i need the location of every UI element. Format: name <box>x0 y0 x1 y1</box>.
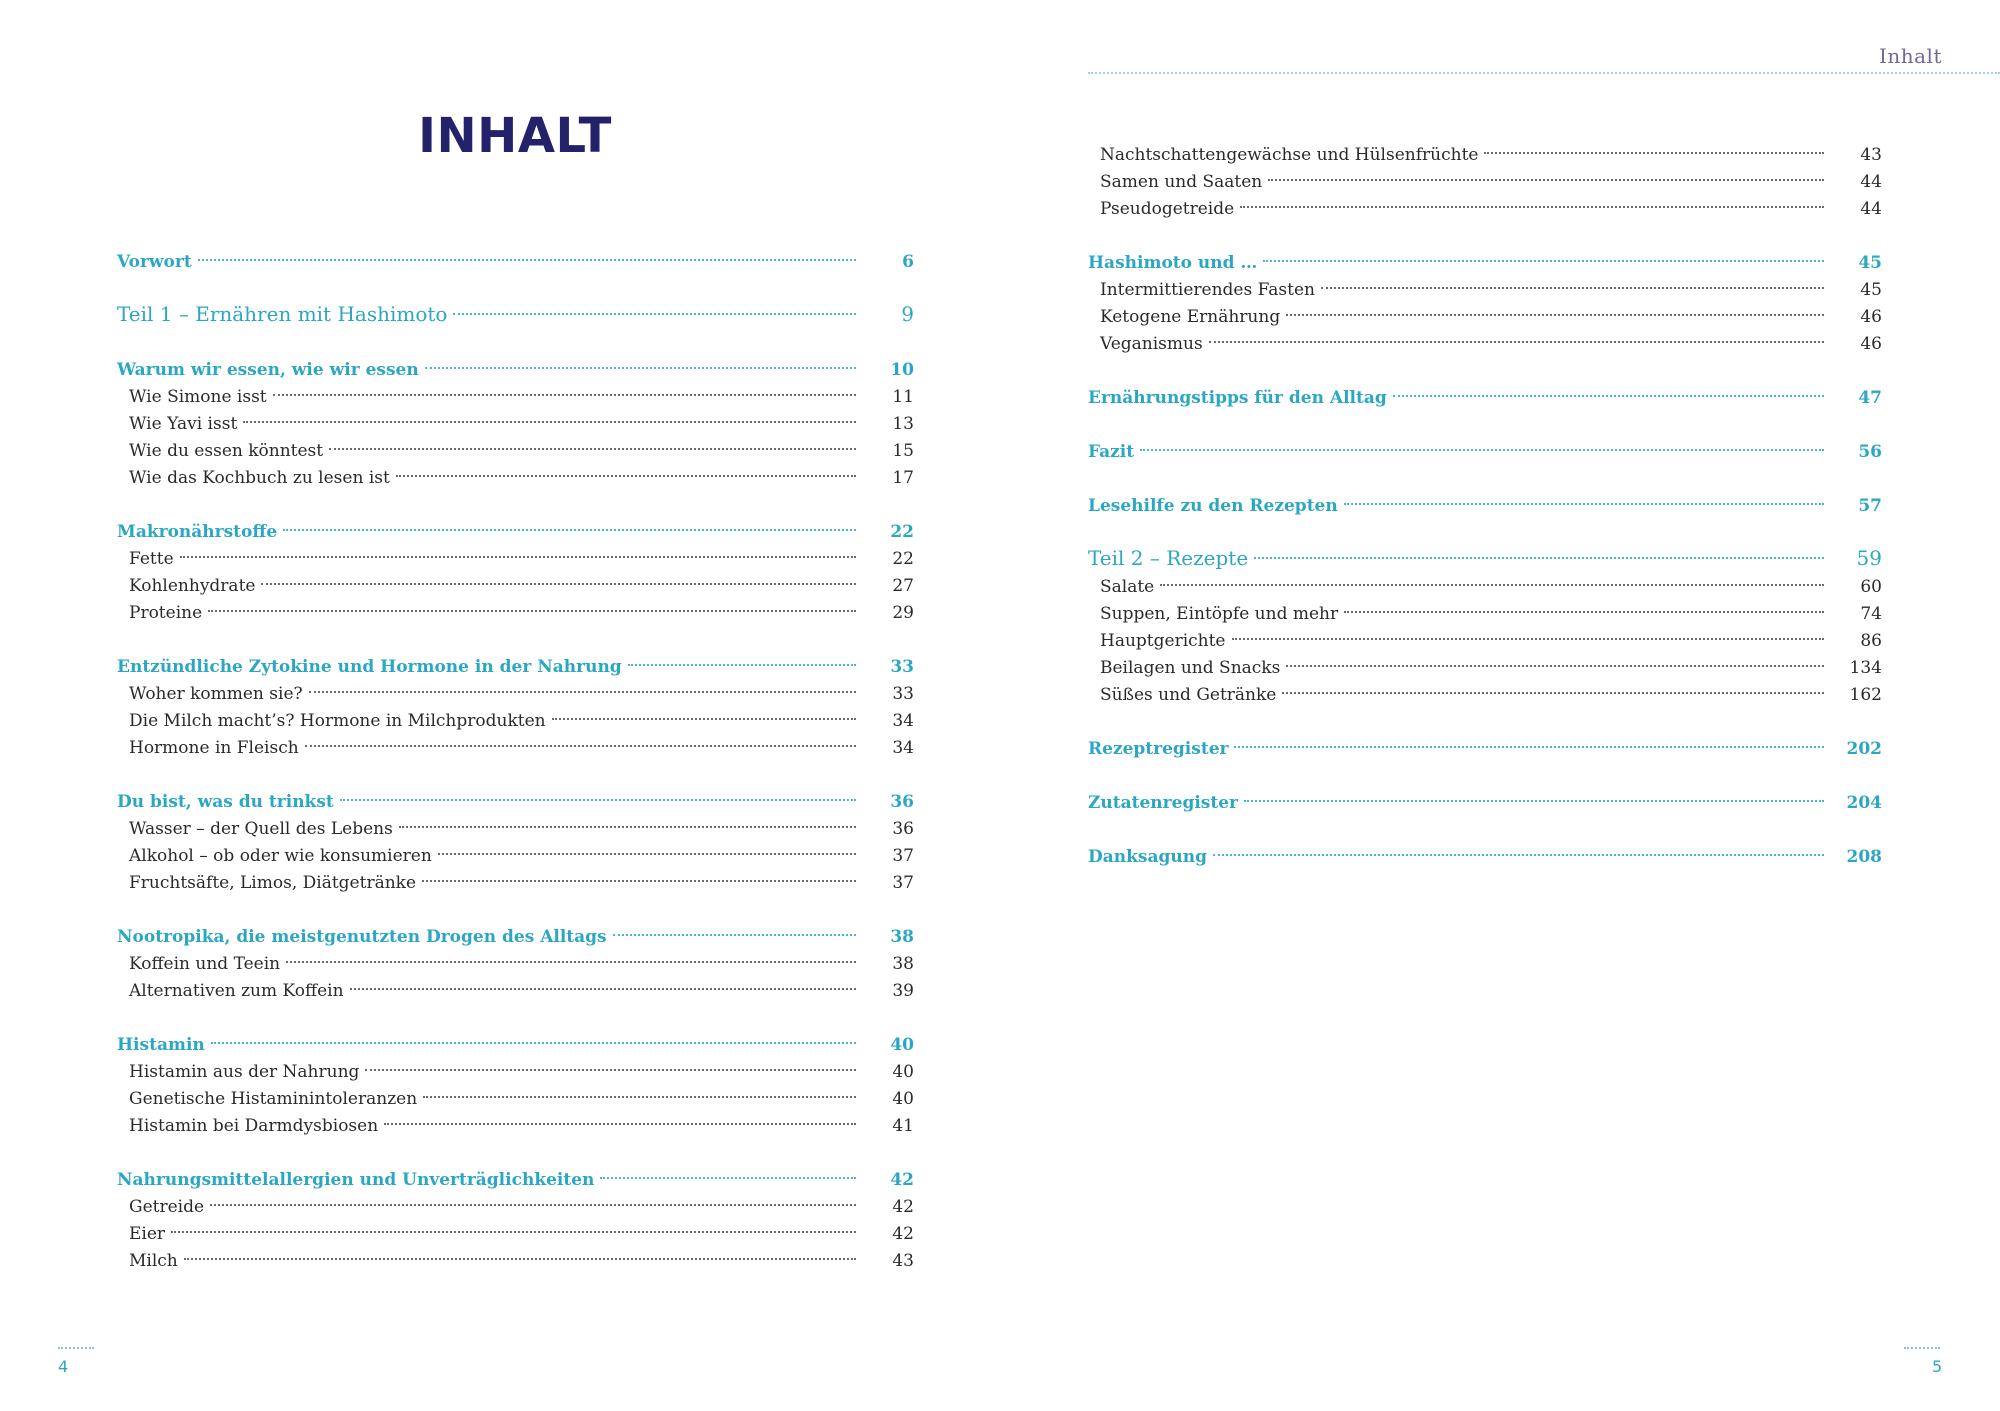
toc-section-heading <box>117 1158 914 1190</box>
toc-entry-label: Getreide <box>129 1197 205 1217</box>
toc-entry-label: Danksagung <box>1088 847 1207 867</box>
toc-entry-page-number: 57 <box>1858 496 1882 516</box>
toc-leader-dots <box>309 672 856 699</box>
right-page <box>1000 0 2000 1411</box>
page-number-left: 4 <box>58 1357 69 1376</box>
toc-entry-label: Samen und Saaten <box>1100 172 1263 192</box>
toc-section-heading <box>1088 484 1882 516</box>
toc-entry-label: Salate <box>1100 577 1155 597</box>
toc-leader-dots <box>1484 133 1824 160</box>
toc-leader-dots <box>1234 727 1824 754</box>
toc-entry-label: Wie du essen könntest <box>129 441 324 461</box>
toc-entry-label: Rezeptregister <box>1088 739 1229 759</box>
toc-entry-label: Wie Simone isst <box>129 387 267 407</box>
header-rule <box>1088 72 2000 74</box>
toc-entry-label: Histamin <box>117 1035 205 1055</box>
toc-entry-label: Genetische Histaminintoleranzen <box>129 1089 418 1109</box>
toc-leader-dots <box>396 456 856 483</box>
toc-leader-dots <box>208 591 856 618</box>
toc-right-column <box>1088 133 1882 867</box>
toc-entry-label: Histamin bei Darmdysbiosen <box>129 1116 379 1136</box>
toc-leader-dots <box>180 537 856 564</box>
toc-leader-dots <box>1286 646 1824 673</box>
toc-entry-page-number: 15 <box>892 441 914 461</box>
toc-entry-label: Hormone in Fleisch <box>129 738 299 758</box>
toc-leader-dots <box>243 402 856 429</box>
toc-entry-page-number: 60 <box>1860 577 1882 597</box>
toc-entry-page-number: 40 <box>890 1035 914 1055</box>
toc-entry-page-number: 6 <box>902 252 914 272</box>
toc-entry-page-number: 38 <box>890 927 914 947</box>
toc-entry-page-number: 56 <box>1858 442 1882 462</box>
toc-leader-dots <box>184 1239 856 1266</box>
toc-part-heading <box>117 294 914 326</box>
toc-entry-label: Nachtschattengewächse und Hülsenfrüchte <box>1100 145 1479 165</box>
toc-entry-page-number: 36 <box>890 792 914 812</box>
toc-section-heading <box>117 348 914 380</box>
toc-subentry <box>117 1239 914 1271</box>
toc-subentry <box>117 1185 914 1217</box>
toc-leader-dots <box>211 1023 856 1050</box>
toc-entry-label: Intermittierendes Fasten <box>1100 280 1315 300</box>
toc-entry-page-number: 36 <box>892 819 914 839</box>
toc-entry-label: Entzündliche Zytokine und Hormone in der Nahrung <box>117 657 622 677</box>
toc-section-heading <box>117 645 914 677</box>
toc-entry-page-number: 22 <box>892 549 914 569</box>
toc-entry-page-number: 43 <box>892 1251 914 1271</box>
toc-entry-page-number: 11 <box>892 387 914 407</box>
toc-entry-label: Eier <box>129 1224 166 1244</box>
toc-leader-dots <box>273 375 856 402</box>
toc-entry-label: Fette <box>129 549 174 569</box>
toc-entry-label: Milch <box>129 1251 178 1271</box>
toc-part-heading <box>1088 538 1882 570</box>
toc-entry-label: Nahrungsmittelallergien und Unverträglichkeiten <box>117 1170 595 1190</box>
toc-leader-dots <box>613 915 856 942</box>
toc-leader-dots <box>384 1104 856 1131</box>
toc-entry-label: Alkohol – ob oder wie konsumieren <box>129 846 432 866</box>
toc-entry-label: Du bist, was du trinkst <box>117 792 334 812</box>
toc-leader-dots <box>423 1077 856 1104</box>
toc-entry-page-number: 13 <box>892 414 914 434</box>
toc-leader-dots <box>1282 673 1824 700</box>
toc-entry-page-number: 208 <box>1846 847 1882 867</box>
toc-section-heading <box>117 510 914 542</box>
toc-entry-page-number: 86 <box>1860 631 1882 651</box>
toc-entry-label: Wie Yavi isst <box>129 414 238 434</box>
toc-entry-label: Koffein und Teein <box>129 954 281 974</box>
toc-entry-page-number: 37 <box>892 873 914 893</box>
toc-entry-label: Teil 2 – Rezepte <box>1088 546 1249 570</box>
toc-leader-dots <box>422 861 856 888</box>
toc-section-heading <box>1088 727 1882 759</box>
toc-entry-page-number: 45 <box>1860 280 1882 300</box>
toc-entry-label: Fruchtsäfte, Limos, Diätgetränke <box>129 873 417 893</box>
toc-leader-dots <box>1344 484 1824 511</box>
toc-leader-dots <box>350 969 856 996</box>
toc-entry-label: Die Milch macht’s? Hormone in Milchprodukten <box>129 711 546 731</box>
toc-entry-page-number: 162 <box>1849 685 1882 705</box>
toc-entry-page-number: 42 <box>892 1197 914 1217</box>
toc-entry-label: Nootropika, die meistgenutzten Drogen des Alltags <box>117 927 607 947</box>
toc-section-heading <box>117 1023 914 1055</box>
toc-leader-dots <box>399 807 856 834</box>
toc-entry-page-number: 45 <box>1858 253 1882 273</box>
toc-entry-page-number: 40 <box>892 1089 914 1109</box>
toc-subentry <box>117 591 914 623</box>
toc-leader-dots <box>600 1158 856 1185</box>
toc-subentry <box>117 537 914 569</box>
toc-leader-dots <box>1160 565 1824 592</box>
toc-entry-label: Ketogene Ernährung <box>1100 307 1281 327</box>
toc-leader-dots <box>329 429 856 456</box>
toc-entry-page-number: 17 <box>892 468 914 488</box>
toc-spacer <box>117 267 914 294</box>
toc-section-heading <box>1088 430 1882 462</box>
toc-leader-dots <box>1263 241 1824 268</box>
toc-leader-dots <box>286 942 856 969</box>
toc-leader-dots <box>1240 187 1824 214</box>
toc-entry-page-number: 44 <box>1860 199 1882 219</box>
toc-leader-dots <box>1209 322 1824 349</box>
toc-entry-page-number: 39 <box>892 981 914 1001</box>
toc-entry-label: Hashimoto und … <box>1088 253 1258 273</box>
folio-dots-right <box>1904 1347 1940 1349</box>
toc-entry-page-number: 44 <box>1860 172 1882 192</box>
toc-entry-label: Alternativen zum Koffein <box>129 981 344 1001</box>
toc-left-column <box>117 240 914 1271</box>
toc-entry-label: Veganismus <box>1100 334 1203 354</box>
toc-entry-page-number: 43 <box>1860 145 1882 165</box>
toc-leader-dots <box>365 1050 856 1077</box>
toc-leader-dots <box>1232 619 1825 646</box>
toc-entry-page-number: 10 <box>890 360 914 380</box>
toc-entry-page-number: 33 <box>892 684 914 704</box>
toc-leader-dots <box>1244 781 1824 808</box>
toc-subentry <box>1088 592 1882 624</box>
toc-leader-dots <box>1140 430 1824 457</box>
toc-entry-label: Warum wir essen, wie wir essen <box>117 360 419 380</box>
toc-leader-dots <box>453 294 856 321</box>
toc-subentry <box>117 1212 914 1244</box>
toc-entry-label: Beilagen und Snacks <box>1100 658 1281 678</box>
toc-entry-page-number: 38 <box>892 954 914 974</box>
toc-entry-label: Lesehilfe zu den Rezepten <box>1088 496 1338 516</box>
toc-leader-dots <box>305 726 856 753</box>
toc-leader-dots <box>283 510 856 537</box>
toc-entry-label: Süßes und Getränke <box>1100 685 1277 705</box>
toc-entry-label: Vorwort <box>117 252 192 272</box>
toc-section-heading <box>1088 241 1882 273</box>
toc-section-heading <box>1088 781 1882 813</box>
toc-leader-dots <box>198 240 856 267</box>
toc-leader-dots <box>628 645 856 672</box>
toc-leader-dots <box>171 1212 856 1239</box>
toc-section-heading <box>117 780 914 812</box>
toc-leader-dots <box>552 699 856 726</box>
toc-section-heading <box>1088 835 1882 867</box>
toc-entry-page-number: 29 <box>892 603 914 623</box>
toc-entry-page-number: 202 <box>1846 739 1882 759</box>
toc-entry-page-number: 204 <box>1846 793 1882 813</box>
toc-entry-page-number: 46 <box>1860 307 1882 327</box>
toc-leader-dots <box>1254 538 1824 565</box>
toc-entry-label: Pseudogetreide <box>1100 199 1235 219</box>
toc-section-heading <box>117 240 914 272</box>
toc-leader-dots <box>340 780 856 807</box>
folio-dots-left <box>58 1347 94 1349</box>
toc-entry-label: Hauptgerichte <box>1100 631 1226 651</box>
toc-leader-dots <box>1213 835 1824 862</box>
toc-section-heading <box>117 915 914 947</box>
toc-entry-label: Ernährungstipps für den Alltag <box>1088 388 1387 408</box>
toc-entry-label: Proteine <box>129 603 203 623</box>
toc-spacer <box>1088 457 1882 484</box>
toc-entry-label: Zutatenregister <box>1088 793 1238 813</box>
toc-leader-dots <box>1344 592 1824 619</box>
toc-entry-page-number: 59 <box>1856 546 1882 570</box>
toc-entry-page-number: 46 <box>1860 334 1882 354</box>
toc-entry-label: Histamin aus der Nahrung <box>129 1062 360 1082</box>
toc-leader-dots <box>1268 160 1824 187</box>
running-head: Inhalt <box>1878 44 1942 68</box>
toc-leader-dots <box>438 834 856 861</box>
toc-entry-page-number: 42 <box>890 1170 914 1190</box>
toc-entry-label: Kohlenhydrate <box>129 576 256 596</box>
toc-leader-dots <box>261 564 856 591</box>
toc-entry-label: Teil 1 – Ernähren mit Hashimoto <box>117 302 448 326</box>
toc-leader-dots <box>210 1185 856 1212</box>
toc-leader-dots <box>1286 295 1824 322</box>
toc-entry-page-number: 42 <box>892 1224 914 1244</box>
toc-entry-page-number: 37 <box>892 846 914 866</box>
toc-subentry <box>117 564 914 596</box>
toc-section-heading <box>1088 376 1882 408</box>
toc-leader-dots <box>1321 268 1824 295</box>
toc-entry-page-number: 33 <box>890 657 914 677</box>
toc-subentry <box>1088 565 1882 597</box>
toc-entry-page-number: 41 <box>892 1116 914 1136</box>
page-number-right: 5 <box>1932 1357 1943 1376</box>
toc-entry-page-number: 34 <box>892 711 914 731</box>
toc-entry-page-number: 9 <box>901 302 914 326</box>
toc-subentry <box>117 1050 914 1082</box>
toc-spacer <box>117 618 914 645</box>
toc-entry-label: Woher kommen sie? <box>129 684 303 704</box>
toc-entry-label: Wie das Kochbuch zu lesen ist <box>129 468 390 488</box>
page-title: INHALT <box>418 108 612 164</box>
toc-entry-page-number: 34 <box>892 738 914 758</box>
toc-entry-page-number: 134 <box>1849 658 1882 678</box>
toc-entry-page-number: 22 <box>890 522 914 542</box>
toc-entry-page-number: 47 <box>1858 388 1882 408</box>
toc-subentry <box>1088 133 1882 165</box>
toc-entry-label: Makronährstoffe <box>117 522 278 542</box>
toc-entry-label: Suppen, Eintöpfe und mehr <box>1100 604 1339 624</box>
toc-entry-page-number: 74 <box>1860 604 1882 624</box>
toc-leader-dots <box>425 348 856 375</box>
toc-entry-page-number: 27 <box>892 576 914 596</box>
toc-leader-dots <box>1393 376 1824 403</box>
toc-entry-label: Wasser – der Quell des Lebens <box>129 819 393 839</box>
toc-entry-label: Fazit <box>1088 442 1135 462</box>
toc-entry-page-number: 40 <box>892 1062 914 1082</box>
